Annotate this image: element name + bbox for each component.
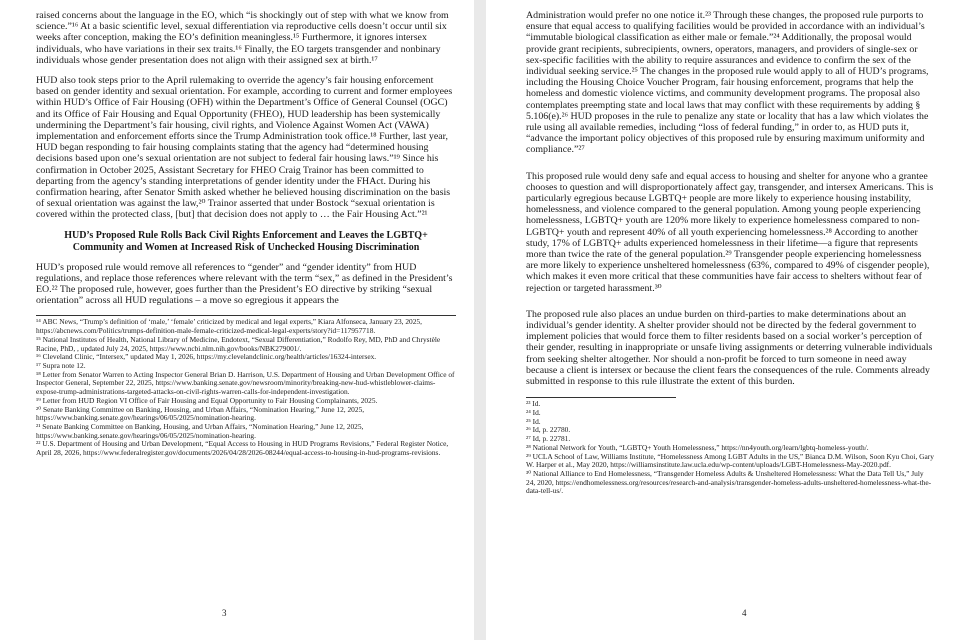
body-paragraph: The proposed rule also places an undue burden on third-parties to make determinations about an individual’s gender identity. A shelter provider should not be directed by the federal government to implement policies that would force them to filter residents based on a social worker’s perception of their gender, resulting in inappropriate or unsafe living assignments or deterring vulnerable individuals from seeking shelter altogether. Nor should a non-profit be forced to turn someone in need away because a client is intersex or because the client fears the consequences of the rule. Comments already submitted in response to this rule illustrate the extent of this burden. <box>526 308 933 388</box>
footnote: ²⁶ Id, p. 22780. <box>526 425 571 435</box>
page-number: 3 <box>222 608 227 618</box>
footnote: ¹⁶ Cleveland Clinic, “Intersex,” updated May 1, 2026, https://my.clevelandclinic.org/health/articles/16324-intersex. <box>36 352 377 362</box>
document-page-4 <box>486 0 960 640</box>
section-heading: HUD’s Proposed Rule Rolls Back Civil Rights Enforcement and Leaves the LGBTQ+ Community and Women at Increased Risk of Unchecked Housing Discrimination <box>64 229 428 253</box>
footnote: ¹⁴ ABC News, “Trump’s definition of ‘male,’ ‘female’ criticized by medical and legal experts,” Kiara Alfonseca, January 23, 2025, https://abcnews.com/Politics/trumps-definition-male-female-criticized-medical-legal-experts/story?id=117957718. <box>36 317 422 336</box>
footnote: ³⁰ National Alliance to End Homelessness, “Transgender Homeless Adults & Unsheltered Homelessness: What the Data Tell Us,” July 24, 2020, https://endhomelessness.org/resources/research-and-analysis/transgender-homeless-adults-unsheltered-homelessness-what-the-data-tell-us/. <box>526 468 932 496</box>
footnote: ¹⁷ Supra note 12. <box>36 360 86 370</box>
footnote-divider <box>36 315 456 316</box>
footnote: ²⁴ Id. <box>526 408 541 417</box>
footnote: ²⁹ UCLA School of Law, Williams Institute, “Homelessness Among LGBT Adults in the US,” Bianca D.M. Wilson, Soon Kyu Choi, Gary W. Harper et al., May 2020, https://williamsinstitute.law.ucla.edu/wp-content/uploads/LGBT-Homelessness-May-2020.pdf. <box>526 451 934 470</box>
body-paragraph: raised concerns about the language in the EO, which “is shockingly out of step with what we know from science.”¹⁶ At a basic scientific level, sexual differentiation via reproductive cells doesn’t occur until six weeks after conception, making the EO’s definition meaningless.¹⁵ Furthermore, it ignores intersex individuals, who have variations in their sex traits.¹⁶ Finally, the EO targets transgender and nonbinary individuals whose gender presentation does not align with their assigned sex at birth.¹⁷ <box>36 10 449 66</box>
body-paragraph: HUD’s proposed rule would remove all references to “gender” and “gender identity” from HUD regulations, and replace those references where relevant with the term “sex,” as defined in the President’s EO.²² The proposed rule, however, goes further than the President’s EO directive by striking “sexual orientation” across all HUD regulations – a move so egregious it appears the <box>36 261 453 307</box>
footnote: ¹⁸ Letter from Senator Warren to Acting Inspector General Brian D. Harrison, U.S. Department of Housing and Urban Development Office of Inspector General, September 22, 2025, https://www.banking.senate.gov/newsroom/minority/breaking-new-hud-whistleblower-claims-expose-trump-administrations-targeted-attacks-on-civil-rights-warren-calls-for-independent-investigation. <box>36 369 455 397</box>
footnote: ²⁵ Id. <box>526 416 541 426</box>
footnote: ²⁸ National Network for Youth, “LGBTQ+ Youth Homelessness,” https://nn4youth.org/learn/lgbtq-homeless-youth/. <box>526 442 869 452</box>
body-paragraph: HUD also took steps prior to the April rulemaking to override the agency’s fair housing enforcement based on gender identity and sexual orientation. For example, according to current and former employees within HUD’s Office of Fair Housing (OFH) within the Department’s Office of General Counsel (OGC) and its Office of Fair Housing and Equal Opportunity (FHEO), HUD leadership has been systemically undermining the Department’s fair housing, civil rights, and Violence Against Women Act (VAWA) implementation and enforcement efforts since the Trump Administration took office.¹⁸ Further, last year, HUD began responding to fair housing complaints stating that the agency had “determined housing decisions based upon one’s sexual orientation are not subject to federal fair housing laws.”¹⁹ Since his confirmation in October 2025, Assistant Secretary for FHEO Craig Trainor has been committed to departing from the agency’s standing interpretations of gender identity under the FHAct. During his confirmation hearing, after Senator Smith asked whether he believed housing discrimination on the basis of sexual orientation was against the law,²⁰ Trainor asserted that under Bostock “sexual orientation is covered within the protected class, [but] that decision does not apply to … the Fair Housing Act.”²¹ <box>36 75 453 221</box>
document-page-3 <box>0 0 474 640</box>
footnote: ¹⁵ National Institutes of Health, National Library of Medicine, Endotext, “Sexual Differentiation,” Rodolfo Rey, MD, PhD and Chrystèle Racine, PhD, , updated July 24, 2025, https://www.ncbi.nlm.nih.gov/books/NBK279001/. <box>36 334 441 353</box>
footnote: ²⁷ Id, p. 22781. <box>526 434 571 444</box>
footnote: ²² U.S. Department of Housing and Urban Development, “Equal Access to Housing in HUD Programs Revisions,” Federal Register Notice, April 28, 2026, https://www.federalregister.gov/documents/2026/04/28/2026-08244/equal-access-to-housing-in-hud-programs-revisions. <box>36 439 449 458</box>
page-number: 4 <box>742 608 747 618</box>
footnotes <box>36 318 456 457</box>
footnote-divider <box>526 397 676 398</box>
footnote: ²¹ Senate Banking Committee on Banking, Housing, and Urban Affairs, “Nomination Hearing,” June 12, 2025, https://www.banking.senate.gov/hearings/06/05/2025/nomination-hearing. <box>36 421 364 440</box>
body-paragraph: This proposed rule would deny safe and equal access to housing and shelter for anyone who a grantee chooses to question and will disproportionately affect gay, transgender, and intersex Americans. This is particularly egregious because LGBTQ+ people are more likely to experience housing instability, homelessness, and violence compared to the general population. Among young people experiencing homelessness, LGBTQ+ youth are 120% more likely to experience homelessness compared to non-LGBTQ+ youth and represent 40% of all youth experiencing homelessness.²⁸ According to another study, 17% of LGBTQ+ adults experienced homelessness in their lifetime—a figure that represents more than twice the rate of the general population.²⁹ Transgender people experiencing homelessness are more likely to experience unsheltered homelessness (63%, compared to 49% of cisgender people), which makes it even more critical that these communities have fair access to shelters without fear of rejection or targeted harassment.³⁰ <box>526 170 934 294</box>
body-paragraph: Administration would prefer no one notice it.²³ Through these changes, the proposed rule purports to ensure that equal access to qualifying facilities would be provided in accordance with an individual’s “immutable biological classification as either male or female.”²⁴ Additionally, the proposal would provide grant recipients, subrecipients, owners, operators, managers, and providers of single-sex or sex-specific facilities with the ability to require assurances and evidence to confirm the sex of the individual seeking service.²⁵ The changes in the proposed rule would apply to all of HUD’s programs, including the Housing Choice Voucher Program, fair housing enforcement, programs that help the homeless and domestic violence victims, and community development programs. The proposal also contemplates preempting state and local laws that may conflict with these requirements by adding § 5.106(e).²⁶ HUD proposes in the rule to penalize any state or locality that has a law which violates the rule using all available remedies, including “loss of federal funding,” in order to, as HUD puts it, “advance the important policy objectives of this proposed rule by ensuring maximum uniformity and compliance.”²⁷ <box>526 10 929 156</box>
footnotes <box>526 400 934 496</box>
footnote: ²⁰ Senate Banking Committee on Banking, Housing, and Urban Affairs, “Nomination Hearing,” June 12, 2025, https://www.banking.senate.gov/hearings/06/05/2025/nomination-hearing. <box>36 404 365 423</box>
footnote: ²³ Id. <box>526 399 541 409</box>
footnote: ¹⁹ Letter from HUD Region VI Office of Fair Housing and Equal Opportunity to Fair Housing Complainants, 2025. <box>36 395 378 405</box>
